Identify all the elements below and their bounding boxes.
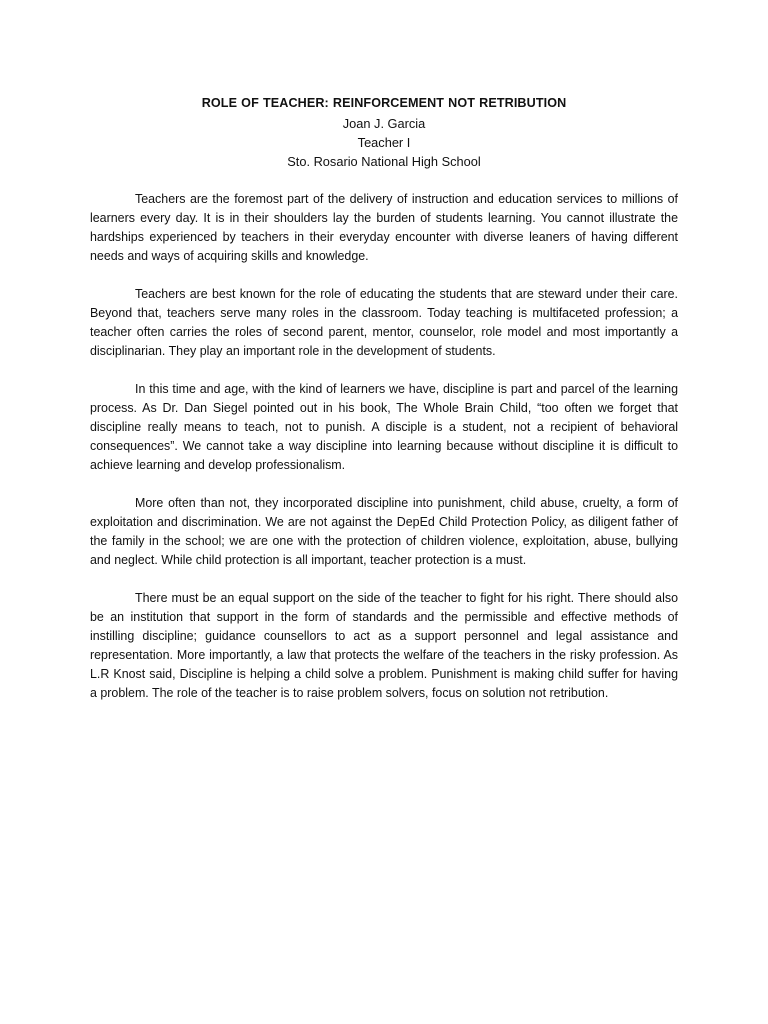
document-page <box>90 94 678 722</box>
body-paragraph: Teachers are the foremost part of the delivery of instruction and education services to millions of learners every day. It is in their shoulders lay the burden of students learning. You cannot illustrate the hardships experienced by teachers in their everyday encounter with diverse leaners of having different needs and ways of acquiring skills and knowledge. <box>90 192 678 263</box>
school-name: Sto. Rosario National High School <box>287 154 481 169</box>
body-paragraph: Teachers are best known for the role of educating the students that are steward under their care. Beyond that, teachers serve many roles in the classroom. Today teaching is multifaceted profession; a teacher often carries the roles of second parent, mentor, counselor, role model and most importantly a disciplinarian. They play an important role in the development of students. <box>90 287 678 358</box>
body-paragraph: More often than not, they incorporated discipline into punishment, child abuse, cruelty, a form of exploitation and discrimination. We are not against the DepEd Child Protection Policy, as diligent father of the family in the school; we are one with the protection of children violence, exploitation, abuse, bullying and neglect. While child protection is all important, teacher protection is a must. <box>90 496 678 567</box>
document-body <box>90 190 678 703</box>
author-position: Teacher I <box>357 135 411 150</box>
document-title: ROLE OF TEACHER: REINFORCEMENT NOT RETRIBUTION <box>201 96 567 110</box>
body-paragraph: There must be an equal support on the side of the teacher to fight for his right. There should also be an institution that support in the form of standards and the permissible and effective methods of instilling discipline; guidance counsellors to act as a support personnel and legal assistance and representation. More importantly, a law that protects the welfare of the teachers in the risky profession. As L.R Knost said, Discipline is helping a child solve a problem. Punishment is making child suffer for having a problem. The role of the teacher is to raise problem solvers, focus on solution not retribution. <box>90 591 678 700</box>
author-name: Joan J. Garcia <box>342 116 426 131</box>
body-paragraph: In this time and age, with the kind of learners we have, discipline is part and parcel of the learning process. As Dr. Dan Siegel pointed out in his book, The Whole Brain Child, “too often we forget that discipline really means to teach, not to punish. A disciple is a student, not a recipient of behavioral consequences”. We cannot take a way discipline into learning because without discipline it is difficult to achieve learning and develop professionalism. <box>90 382 678 472</box>
